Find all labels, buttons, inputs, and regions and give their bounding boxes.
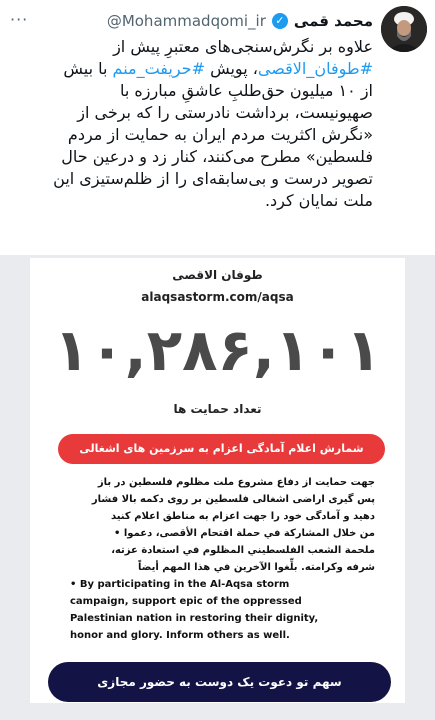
tweet-line: تصویر درست و بی‌سابقه‌ای را از ظلم‌ستیزی این: [53, 169, 373, 188]
campaign-description: [70, 474, 375, 644]
deployment-readiness-button[interactable]: شمارش اعلام آمادگی اعزام به سرزمین های اشغالی: [58, 434, 385, 464]
tweet-line: از ۱۰ میلیون حق‌طلبِ عاشقِ مبارزه با: [119, 81, 373, 100]
invite-friend-button[interactable]: سهم تو دعوت یک دوست به حضور مجازی: [48, 662, 391, 702]
tweet-line: [8, 58, 373, 80]
arabic-text-line: من خلال المشاركة في حملة اقتحام الأقصى، دعموا •: [114, 528, 375, 539]
persian-text-line: دهید و آمادگی خود را جهت اعزام به مناطق اعلام کنید: [110, 511, 375, 522]
tweet: [0, 0, 435, 255]
english-text-line: • By participating in the Al-Aqsa storm: [70, 579, 290, 590]
avatar[interactable]: [381, 6, 427, 52]
arabic-text-line: ملحمة الشعب الفلسطيني المظلوم في استعادة عزته،: [111, 545, 375, 556]
author-name[interactable]: محمد قمی: [293, 12, 373, 30]
persian-text-line: پس گیری اراضی اشغالی فلسطین بر روی دکمه بالا فشار: [91, 494, 375, 505]
tweet-line: «نگرش اکثریت مردم ایران به حمایت از مردم: [67, 125, 373, 144]
support-count-label: تعداد حمایت ها: [173, 402, 262, 416]
hashtag-link[interactable]: #حریفت_منم: [112, 59, 205, 78]
tweet-line-text: با بیش: [63, 59, 113, 78]
profile-photo-icon: [381, 6, 427, 52]
tweet-text: [8, 36, 373, 212]
author-handle[interactable]: @Mohammadqomi_ir: [106, 12, 266, 30]
persian-text-line: جهت حمایت از دفاع مشروع ملت مظلوم فلسطین در باز: [97, 477, 375, 488]
site-url: alaqsastorm.com/aqsa: [141, 290, 294, 304]
tweet-header: [8, 10, 373, 32]
verified-badge-icon: ✓: [272, 13, 288, 29]
hashtag-link[interactable]: #طوفان_الاقصی: [257, 59, 373, 78]
tweet-line: فلسطین» مطرح می‌کنند، کنار زد و درعین حال: [61, 147, 373, 166]
support-counter: ۱۰,۲۸۶,۱۰۱: [53, 316, 382, 384]
tweet-line: ملت نمایان کرد.: [264, 191, 373, 210]
tweet-line: علاوه بر نگرش‌سنجی‌های معتبرِ پیش از: [113, 37, 373, 56]
english-text-line: campaign, support epic of the oppressed: [70, 596, 302, 607]
english-text-line: honor and glory. Inform others as well.: [70, 630, 290, 641]
more-options-icon[interactable]: ···: [10, 10, 29, 29]
english-text-line: Palestinian nation in restoring their dignity,: [70, 613, 319, 624]
tweet-line: صهیونیست، برداشت نادرستی را که برخی از: [77, 103, 373, 122]
site-title: طوفان الاقصی: [172, 268, 263, 282]
tweet-line-text: ، پویش: [204, 59, 258, 78]
attached-image-card[interactable]: [30, 258, 405, 703]
arabic-text-line: شرفه وكرامته. بلِّغوا الآخرين في هذا المهم أيضاً: [137, 562, 375, 573]
